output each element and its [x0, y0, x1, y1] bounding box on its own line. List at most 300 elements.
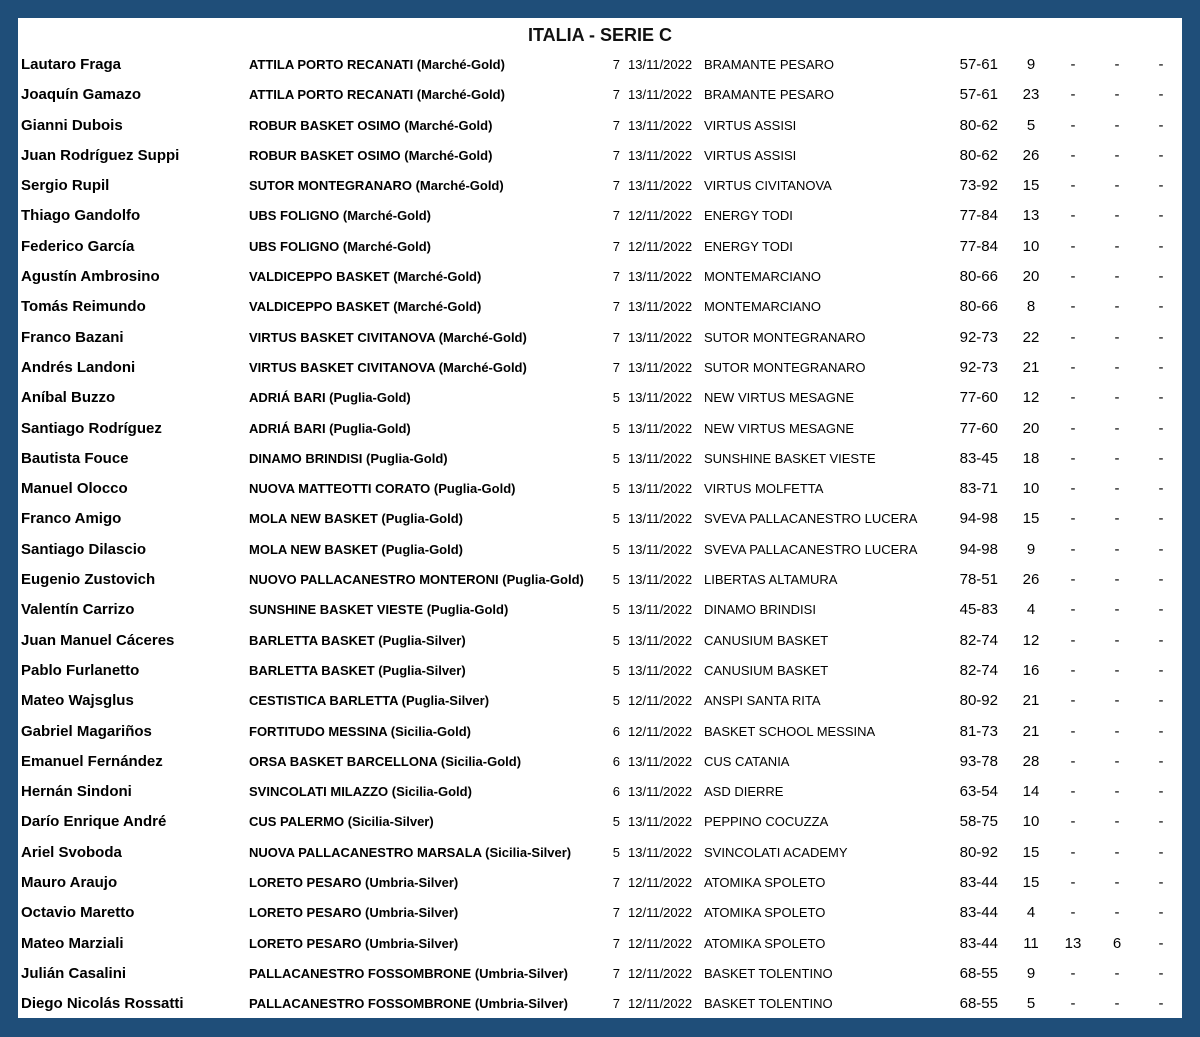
team-name: FORTITUDO MESSINA (Sicilia-Gold)	[249, 723, 471, 739]
opponent-name: MONTEMARCIANO	[704, 299, 821, 315]
stat-1: -	[1070, 56, 1076, 73]
team-name: DINAMO BRINDISI (Puglia-Gold)	[249, 450, 448, 466]
round-number: 7	[612, 147, 620, 163]
player-name: Joaquín Gamazo	[21, 86, 142, 104]
table-row	[18, 717, 1182, 747]
points: 4	[1026, 601, 1036, 619]
opponent-name: CANUSIUM BASKET	[704, 662, 829, 678]
team-name: LORETO PESARO (Umbria-Silver)	[249, 875, 459, 891]
stat-2: -	[1114, 995, 1120, 1013]
stat-2: -	[1114, 843, 1120, 861]
player-name: Mateo Wajsglus	[21, 692, 134, 710]
round-number: 7	[612, 269, 620, 285]
stat-2: -	[1114, 601, 1120, 619]
round-number: 5	[612, 632, 620, 648]
round-number: 7	[612, 57, 620, 72]
team-name: ROBUR BASKET OSIMO (Marché-Gold)	[249, 147, 493, 163]
player-name: Hernán Sindoni	[21, 783, 132, 801]
player-name: Eugenio Zustovich	[21, 571, 156, 589]
table-row	[18, 898, 1182, 928]
opponent-name: SVEVA PALLACANESTRO LUCERA	[704, 541, 918, 557]
stat-2: -	[1114, 237, 1120, 255]
table-row	[18, 171, 1182, 201]
stat-1: -	[1070, 722, 1076, 740]
game-score: 58-75	[959, 813, 998, 831]
opponent-name: CUS CATANIA	[704, 753, 790, 769]
round-number: 7	[612, 935, 620, 951]
points: 28	[1022, 752, 1040, 770]
player-name: Mateo Marziali	[21, 934, 124, 952]
game-date: 12/11/2022	[628, 905, 693, 921]
round-number: 5	[612, 814, 620, 830]
stat-3: -	[1158, 389, 1164, 407]
game-score: 92-73	[959, 358, 998, 376]
table-row	[18, 353, 1182, 383]
opponent-name: ATOMIKA SPOLETO	[704, 935, 826, 951]
table-row	[18, 656, 1182, 686]
round-number: 5	[612, 662, 620, 678]
player-name: Santiago Dilascio	[21, 540, 147, 558]
stat-1: -	[1070, 601, 1076, 619]
opponent-name: ASD DIERRE	[704, 784, 784, 800]
table-row	[18, 565, 1182, 595]
player-name: Tomás Reimundo	[21, 298, 146, 316]
player-name: Sergio Rupil	[21, 177, 110, 195]
table-row	[18, 262, 1182, 292]
game-score: 81-73	[959, 722, 998, 740]
player-name: Andrés Landoni	[21, 358, 136, 376]
team-name: PALLACANESTRO FOSSOMBRONE (Umbria-Silver)	[249, 965, 569, 981]
game-date: 13/11/2022	[628, 784, 693, 800]
stat-1: -	[1070, 177, 1076, 195]
player-name: Juan Rodríguez Suppi	[21, 146, 180, 164]
game-date: 13/11/2022	[628, 602, 693, 618]
stat-1: -	[1070, 813, 1076, 831]
round-number: 7	[612, 965, 620, 981]
game-date: 13/11/2022	[628, 299, 693, 315]
team-name: VIRTUS BASKET CIVITANOVA (Marché-Gold)	[249, 329, 527, 345]
player-name: Pablo Furlanetto	[21, 661, 140, 679]
round-number: 7	[612, 238, 620, 254]
points: 15	[1022, 874, 1040, 892]
game-score: 77-84	[959, 207, 998, 225]
table-row	[18, 959, 1182, 989]
round-number: 5	[612, 420, 620, 436]
opponent-name: VIRTUS ASSISI	[704, 117, 797, 133]
points: 22	[1022, 328, 1040, 346]
stat-2: -	[1114, 389, 1120, 407]
stat-1: -	[1070, 510, 1076, 528]
opponent-name: ENERGY TODI	[704, 208, 793, 224]
points: 23	[1022, 86, 1040, 104]
table-row	[18, 777, 1182, 807]
opponent-name: SUNSHINE BASKET VIESTE	[704, 450, 876, 466]
opponent-name: SUTOR MONTEGRANARO	[704, 329, 866, 345]
stat-1: -	[1070, 358, 1076, 376]
stat-2: -	[1114, 298, 1120, 316]
game-score: 83-71	[959, 480, 998, 498]
team-name: ORSA BASKET BARCELLONA (Sicilia-Gold)	[249, 753, 522, 769]
points: 9	[1026, 964, 1036, 982]
opponent-name: NEW VIRTUS MESAGNE	[704, 390, 855, 406]
team-name: SUTOR MONTEGRANARO (Marché-Gold)	[249, 178, 504, 194]
round-number: 5	[612, 450, 620, 466]
game-score: 93-78	[959, 752, 998, 770]
table-row	[18, 989, 1182, 1019]
stat-1: -	[1070, 661, 1076, 679]
opponent-name: ATOMIKA SPOLETO	[704, 875, 826, 891]
stat-3: -	[1158, 571, 1164, 589]
round-number: 6	[612, 753, 620, 769]
points: 15	[1022, 177, 1040, 195]
team-name: SUNSHINE BASKET VIESTE (Puglia-Gold)	[249, 602, 509, 618]
game-score: 82-74	[959, 661, 998, 679]
game-date: 13/11/2022	[628, 481, 693, 497]
game-score: 92-73	[959, 328, 998, 346]
team-name: BARLETTA BASKET (Puglia-Silver)	[249, 662, 466, 678]
table-row	[18, 686, 1182, 716]
game-date: 13/11/2022	[628, 662, 693, 678]
game-score: 83-44	[959, 904, 998, 922]
round-number: 7	[612, 117, 620, 133]
stat-2: -	[1114, 571, 1120, 589]
player-name: Emanuel Fernández	[21, 752, 163, 770]
points: 11	[1023, 934, 1039, 952]
game-date: 13/11/2022	[628, 87, 693, 103]
stat-2: -	[1114, 752, 1120, 770]
round-number: 5	[612, 572, 620, 588]
team-name: ADRIÁ BARI (Puglia-Gold)	[249, 420, 411, 436]
stat-1: -	[1070, 389, 1076, 407]
game-date: 13/11/2022	[628, 359, 693, 375]
game-date: 13/11/2022	[628, 511, 693, 527]
stat-2: -	[1114, 540, 1120, 558]
opponent-name: BRAMANTE PESARO	[704, 57, 835, 72]
opponent-name: VIRTUS CIVITANOVA	[704, 178, 832, 194]
stat-3: -	[1158, 692, 1164, 710]
stat-3: -	[1158, 419, 1164, 437]
stat-1: -	[1070, 995, 1076, 1013]
game-score: 45-83	[959, 601, 998, 619]
team-name: NUOVA MATTEOTTI CORATO (Puglia-Gold)	[249, 481, 516, 497]
game-date: 13/11/2022	[628, 632, 693, 648]
stat-1: -	[1070, 631, 1076, 649]
stat-2: -	[1114, 904, 1120, 922]
table-row	[18, 626, 1182, 656]
game-score: 77-60	[959, 419, 998, 437]
stat-2: -	[1114, 268, 1120, 286]
points: 21	[1022, 358, 1040, 376]
table-row	[18, 414, 1182, 444]
stat-3: -	[1158, 328, 1164, 346]
player-name: Manuel Olocco	[21, 480, 128, 498]
stat-2: -	[1114, 419, 1120, 437]
round-number: 6	[612, 784, 620, 800]
round-number: 5	[612, 602, 620, 618]
game-score: 80-66	[959, 268, 998, 286]
points: 21	[1022, 692, 1040, 710]
game-date: 12/11/2022	[628, 965, 693, 981]
stat-1: -	[1070, 904, 1076, 922]
stat-2: -	[1114, 783, 1120, 801]
stat-1: -	[1070, 571, 1076, 589]
game-score: 77-84	[959, 237, 998, 255]
player-name: Ariel Svoboda	[21, 843, 122, 861]
stat-1: -	[1070, 207, 1076, 225]
game-date: 13/11/2022	[628, 178, 693, 194]
team-name: UBS FOLIGNO (Marché-Gold)	[249, 208, 431, 224]
game-date: 13/11/2022	[628, 57, 693, 72]
stat-3: -	[1158, 449, 1164, 467]
table-row	[18, 807, 1182, 837]
stat-3: -	[1158, 631, 1164, 649]
stat-3: -	[1158, 995, 1164, 1013]
game-date: 13/11/2022	[628, 844, 693, 860]
stat-2: -	[1114, 56, 1120, 73]
stat-2: -	[1114, 631, 1120, 649]
stat-2: -	[1114, 722, 1120, 740]
round-number: 7	[612, 208, 620, 224]
stat-2: -	[1114, 964, 1120, 982]
table-row	[18, 838, 1182, 868]
points: 13	[1022, 207, 1040, 225]
stat-2: -	[1114, 86, 1120, 104]
player-name: Valentín Carrizo	[21, 601, 135, 619]
player-name: Bautista Fouce	[21, 449, 129, 467]
game-date: 13/11/2022	[628, 269, 693, 285]
points: 16	[1022, 661, 1040, 679]
points: 20	[1022, 268, 1040, 286]
points: 18	[1022, 449, 1040, 467]
round-number: 7	[612, 996, 620, 1012]
game-date: 13/11/2022	[628, 117, 693, 133]
player-name: Juan Manuel Cáceres	[21, 631, 175, 649]
stat-3: -	[1158, 146, 1164, 164]
opponent-name: SUTOR MONTEGRANARO	[704, 359, 866, 375]
opponent-name: SVINCOLATI ACADEMY	[704, 844, 848, 860]
table-row	[18, 444, 1182, 474]
game-score: 83-44	[959, 874, 998, 892]
game-date: 13/11/2022	[628, 420, 693, 436]
opponent-name: BASKET TOLENTINO	[704, 965, 833, 981]
team-name: CUS PALERMO (Sicilia-Silver)	[249, 814, 434, 830]
player-name: Gianni Dubois	[21, 116, 123, 134]
team-name: LORETO PESARO (Umbria-Silver)	[249, 935, 459, 951]
game-score: 83-44	[959, 934, 998, 952]
player-name: Julián Casalini	[21, 964, 127, 982]
team-name: MOLA NEW BASKET (Puglia-Gold)	[249, 541, 463, 557]
player-name: Lautaro Fraga	[21, 56, 122, 73]
player-name: Darío Enrique André	[21, 813, 167, 831]
game-date: 12/11/2022	[628, 693, 693, 709]
player-name: Thiago Gandolfo	[21, 207, 141, 225]
game-score: 80-92	[959, 843, 998, 861]
game-score: 80-92	[959, 692, 998, 710]
player-name: Octavio Maretto	[21, 904, 135, 922]
stat-2: -	[1114, 813, 1120, 831]
player-name: Aníbal Buzzo	[21, 389, 116, 407]
game-date: 13/11/2022	[628, 753, 693, 769]
team-name: BARLETTA BASKET (Puglia-Silver)	[249, 632, 466, 648]
game-score: 57-61	[959, 56, 998, 73]
stat-2: -	[1114, 146, 1120, 164]
game-score: 83-45	[959, 449, 998, 467]
stat-1: -	[1070, 419, 1076, 437]
stat-2: -	[1114, 449, 1120, 467]
stat-3: -	[1158, 116, 1164, 134]
game-score: 80-66	[959, 298, 998, 316]
stat-3: -	[1158, 358, 1164, 376]
sheet-title: ITALIA - SERIE C	[528, 25, 672, 45]
points: 20	[1022, 419, 1040, 437]
game-date: 13/11/2022	[628, 572, 693, 588]
game-score: 68-55	[959, 964, 998, 982]
opponent-name: NEW VIRTUS MESAGNE	[704, 420, 855, 436]
table-row	[18, 868, 1182, 898]
stat-2: -	[1114, 692, 1120, 710]
points: 10	[1022, 813, 1040, 831]
game-score: 63-54	[959, 783, 998, 801]
game-score: 82-74	[959, 631, 998, 649]
team-name: NUOVO PALLACANESTRO MONTERONI (Puglia-Gold)	[249, 572, 584, 588]
stat-1: -	[1070, 237, 1076, 255]
table-row	[18, 111, 1182, 141]
player-name: Federico García	[21, 237, 135, 255]
game-score: 80-62	[959, 116, 998, 134]
points: 21	[1022, 722, 1040, 740]
stat-3: -	[1158, 510, 1164, 528]
player-name: Franco Bazani	[21, 328, 124, 346]
round-number: 6	[612, 723, 620, 739]
table-row	[18, 595, 1182, 625]
opponent-name: ENERGY TODI	[704, 238, 793, 254]
stat-3: -	[1158, 934, 1164, 952]
game-date: 12/11/2022	[628, 996, 693, 1012]
points: 10	[1022, 237, 1040, 255]
game-score: 77-60	[959, 389, 998, 407]
stat-3: -	[1158, 177, 1164, 195]
stat-1: -	[1070, 298, 1076, 316]
points: 14	[1022, 783, 1040, 801]
stat-1: -	[1070, 480, 1076, 498]
points: 26	[1022, 571, 1040, 589]
game-date: 13/11/2022	[628, 450, 693, 466]
stat-1: -	[1070, 449, 1076, 467]
player-name: Agustín Ambrosino	[21, 268, 160, 286]
player-name: Diego Nicolás Rossatti	[21, 995, 184, 1013]
round-number: 5	[612, 541, 620, 557]
table-row	[18, 474, 1182, 504]
stat-3: -	[1158, 601, 1164, 619]
game-date: 12/11/2022	[628, 935, 693, 951]
stat-2: -	[1114, 510, 1120, 528]
table-row	[18, 323, 1182, 353]
stat-2: 6	[1112, 934, 1122, 952]
stat-3: -	[1158, 540, 1164, 558]
team-name: ADRIÁ BARI (Puglia-Gold)	[249, 390, 411, 406]
stat-1: -	[1070, 752, 1076, 770]
round-number: 5	[612, 511, 620, 527]
table-row	[18, 504, 1182, 534]
game-score: 68-55	[959, 995, 998, 1013]
round-number: 7	[612, 875, 620, 891]
game-date: 13/11/2022	[628, 329, 693, 345]
team-name: PALLACANESTRO FOSSOMBRONE (Umbria-Silver)	[249, 996, 569, 1012]
points: 10	[1022, 480, 1040, 498]
round-number: 7	[612, 359, 620, 375]
stat-1: -	[1070, 328, 1076, 346]
round-number: 7	[612, 178, 620, 194]
team-name: VIRTUS BASKET CIVITANOVA (Marché-Gold)	[249, 359, 527, 375]
game-score: 80-62	[959, 146, 998, 164]
round-number: 7	[612, 299, 620, 315]
stats-table	[18, 50, 1182, 1020]
stat-3: -	[1158, 86, 1164, 104]
points: 15	[1022, 843, 1040, 861]
table-row	[18, 929, 1182, 959]
stat-3: -	[1158, 874, 1164, 892]
table-row	[18, 80, 1182, 110]
table-row	[18, 383, 1182, 413]
opponent-name: VIRTUS ASSISI	[704, 147, 797, 163]
stat-2: -	[1114, 116, 1120, 134]
stat-1: -	[1070, 874, 1076, 892]
points: 9	[1026, 56, 1036, 73]
round-number: 5	[612, 390, 620, 406]
opponent-name: ANSPI SANTA RITA	[704, 693, 821, 709]
stat-1: -	[1070, 146, 1076, 164]
table-row	[18, 201, 1182, 231]
points: 5	[1026, 995, 1036, 1013]
team-name: CESTISTICA BARLETTA (Puglia-Silver)	[249, 693, 490, 709]
opponent-name: BRAMANTE PESARO	[704, 87, 835, 103]
game-date: 13/11/2022	[628, 541, 693, 557]
team-name: VALDICEPPO BASKET (Marché-Gold)	[249, 299, 482, 315]
points: 8	[1026, 298, 1036, 316]
stat-1: -	[1070, 692, 1076, 710]
game-date: 12/11/2022	[628, 875, 693, 891]
game-score: 78-51	[959, 571, 998, 589]
game-date: 12/11/2022	[628, 238, 693, 254]
points: 15	[1022, 510, 1040, 528]
team-name: MOLA NEW BASKET (Puglia-Gold)	[249, 511, 463, 527]
stat-3: -	[1158, 964, 1164, 982]
stat-2: -	[1114, 328, 1120, 346]
team-name: SVINCOLATI MILAZZO (Sicilia-Gold)	[249, 784, 472, 800]
stat-2: -	[1114, 874, 1120, 892]
stat-2: -	[1114, 480, 1120, 498]
table-row	[18, 292, 1182, 322]
team-name: NUOVA PALLACANESTRO MARSALA (Sicilia-Silver)	[249, 844, 572, 860]
table-row	[18, 50, 1182, 80]
stat-3: -	[1158, 843, 1164, 861]
team-name: UBS FOLIGNO (Marché-Gold)	[249, 238, 431, 254]
opponent-name: BASKET TOLENTINO	[704, 996, 833, 1012]
opponent-name: SVEVA PALLACANESTRO LUCERA	[704, 511, 918, 527]
round-number: 5	[612, 693, 620, 709]
stat-1: -	[1070, 116, 1076, 134]
opponent-name: LIBERTAS ALTAMURA	[704, 572, 838, 588]
stat-3: -	[1158, 752, 1164, 770]
stat-1: -	[1070, 843, 1076, 861]
team-name: ATTILA PORTO RECANATI (Marché-Gold)	[249, 57, 505, 72]
stat-2: -	[1114, 358, 1120, 376]
round-number: 7	[612, 329, 620, 345]
points: 4	[1026, 904, 1036, 922]
stat-3: -	[1158, 813, 1164, 831]
team-name: ROBUR BASKET OSIMO (Marché-Gold)	[249, 117, 493, 133]
game-date: 13/11/2022	[628, 147, 693, 163]
